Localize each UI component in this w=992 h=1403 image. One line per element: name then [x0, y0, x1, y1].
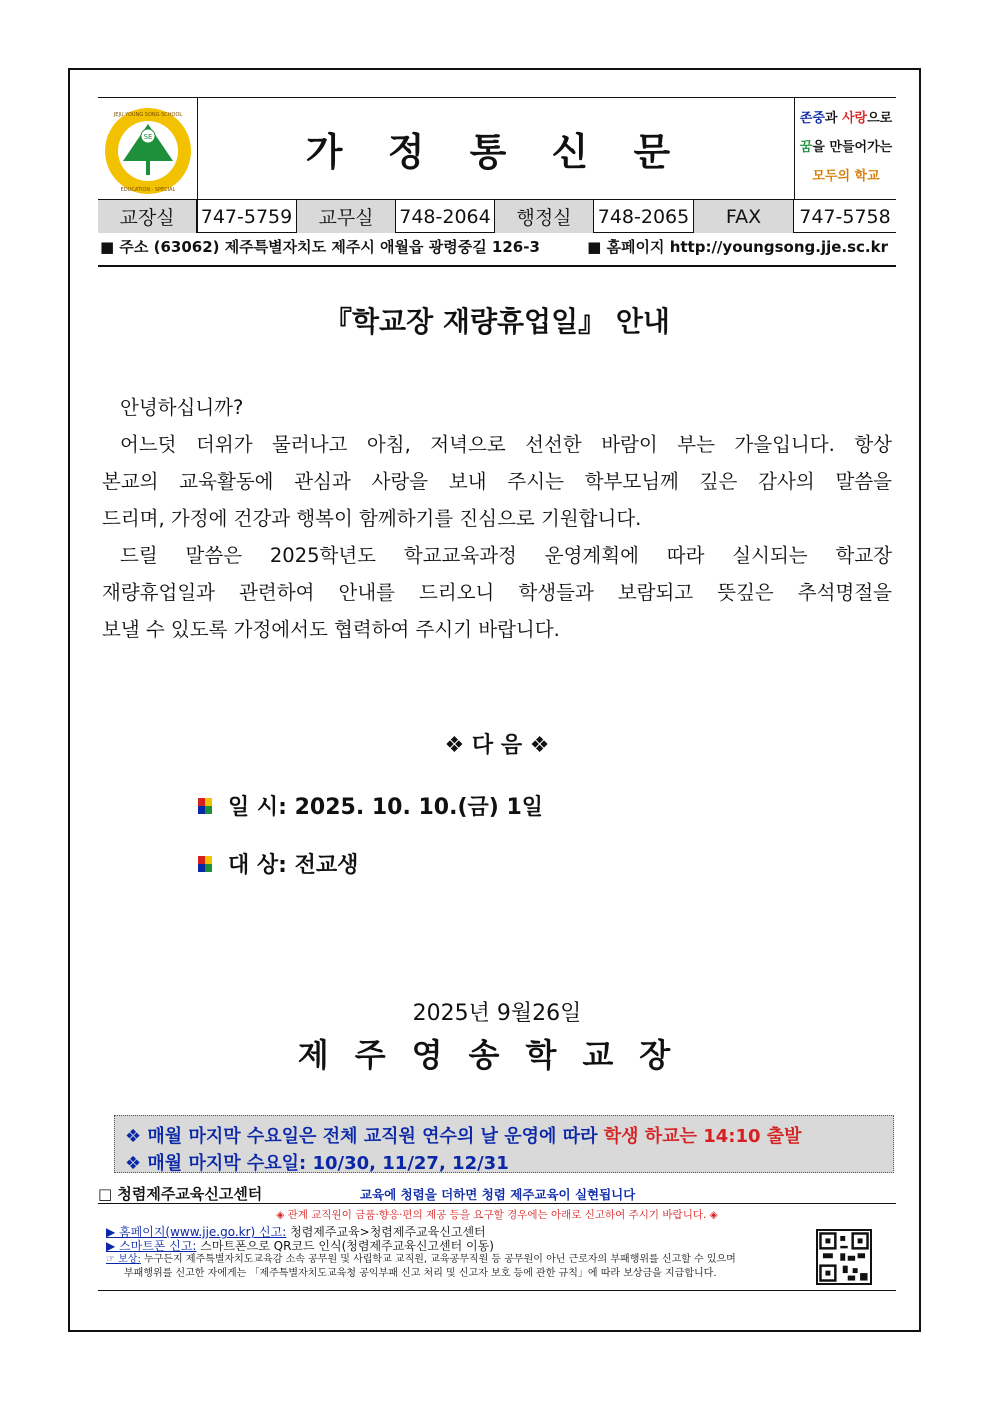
contact-label: 행정실 [495, 200, 594, 233]
notice-line: ❖ 매월 마지막 수요일: 10/30, 11/27, 12/31 [125, 1153, 509, 1174]
divider [98, 265, 896, 267]
paragraph-line: 재량휴업일과 관련하여 안내를 드리오니 학생들과 보람되고 뜻깊은 추석명절을 [102, 581, 892, 604]
school-logo [103, 106, 193, 196]
motto-line3: 모두의 학교 [812, 169, 880, 184]
warning-text: ◈ 관계 교직원이 금품·향응·편의 제공 등을 요구할 경우에는 아래로 신고하여 주시기 바랍니다. ◈ [276, 1209, 718, 1221]
header-table [98, 97, 896, 233]
notice-text: ❖ 매월 마지막 수요일은 전체 교직원 연수의 날 운영에 따라 [125, 1126, 604, 1147]
notice-line [125, 1122, 802, 1148]
logo-text-bottom: EDUCATION · SPECIAL [120, 187, 176, 193]
reward-text-2: 부패행위를 신고한 자에게는 「제주특별자치도교육청 공익부패 신고 처리 및 신고자 보호 등에 관한 규칙」에 따라 보상금을 지급합니다. [124, 1268, 717, 1279]
contact-label: FAX [694, 200, 794, 233]
issue-date: 2025년 9월26일 [412, 1001, 582, 1026]
address: ■ 주소 (63062) 제주특별자치도 제주시 애월읍 광령중길 126-3 [100, 238, 540, 256]
notice-highlight: 학생 하교는 14:10 출발 [603, 1126, 802, 1147]
smartphone-report-link[interactable]: ▶ 스마트폰 신고: [106, 1239, 197, 1253]
paragraph-line: 어느덧 더위가 물러나고 아침, 저녁으로 선선한 바람이 부는 가을입니다. 항상 [120, 433, 892, 456]
contact-value: 747-5758 [799, 205, 891, 228]
contact-value: 748-2065 [594, 200, 694, 233]
motto-conj: 과 [824, 111, 842, 126]
motto-word-respect: 존중 [799, 111, 825, 126]
homepage-link[interactable]: ■ 홈페이지 http://youngsong.jje.sc.kr [587, 238, 888, 256]
paragraph-line: 본교의 교육활동에 관심과 사랑을 보내 주시는 학부모님께 깊은 감사의 말씀을 [102, 470, 892, 493]
integrity-center-row [98, 1181, 896, 1204]
contact-label: 교장실 [98, 200, 197, 233]
notice-box [114, 1115, 894, 1173]
logo-mark: SE [143, 133, 153, 141]
page-title: 가 정 통 신 문 [305, 130, 687, 174]
contact-value: 747-5759 [197, 200, 297, 233]
report-info [106, 1225, 806, 1281]
detail-item [198, 848, 358, 879]
greeting: 안녕하십니까? [120, 396, 244, 419]
reward-label: ☞ 보상: [106, 1254, 141, 1265]
homepage-report-link[interactable]: ▶ 홈페이지(www.jje.go.kr) 신고: [106, 1225, 287, 1239]
report-path: 청렴제주교육>청렴제주교육신고센터 [286, 1225, 486, 1239]
slogan: 교육에 청렴을 더하면 청렴 제주교육이 실현됩니다 [360, 1187, 636, 1202]
contact-value: 748-2064 [396, 200, 495, 233]
detail-item [198, 790, 543, 821]
document-title: 『학교장 재량휴업일』 안내 [324, 305, 670, 338]
next-heading: ❖ 다 음 ❖ [444, 733, 550, 758]
motto-word-dream: 꿈 [799, 140, 813, 155]
square-bullet-icon [198, 798, 212, 814]
paragraph-line: 보낼 수 있도록 가정에서도 협력하여 주시기 바랍니다. [102, 618, 560, 641]
detail-target: 대 상: 전교생 [228, 853, 359, 878]
center-name: □ 청렴제주교육신고센터 [98, 1185, 263, 1203]
paragraph-line: 드릴 말씀은 2025학년도 학교교육과정 운영계획에 따라 실시되는 학교장 [120, 544, 892, 567]
paragraph-line: 드리며, 가정에 건강과 행복이 함께하기를 진심으로 기원합니다. [102, 507, 642, 530]
square-bullet-icon [198, 856, 212, 872]
report-qr-text: 스마트폰으로 QR코드 인식(청렴제주교육신고센터 이동) [196, 1239, 494, 1253]
reward-text: 누구든지 제주특별자치도교육감 소속 공무원 및 사립학교 교직원, 교육공무직원 등 공무원이 아닌 근로자의 부패행위를 신고할 수 있으며 [140, 1254, 736, 1265]
signature: 제주영송학교장 [297, 1036, 697, 1074]
divider [98, 1290, 896, 1291]
detail-date: 일 시: 2025. 10. 10.(금) 1일 [228, 795, 544, 820]
logo-text-top: JEJU YOUNG SONG SCHOOL [113, 112, 183, 118]
contact-row [98, 199, 896, 233]
address-row [100, 236, 896, 257]
contact-label: 교무실 [297, 200, 396, 233]
letter-body [102, 389, 892, 648]
motto-particle: 으로 [867, 111, 893, 126]
motto-line2: 을 만들어가는 [812, 140, 893, 155]
school-motto [796, 104, 896, 191]
qr-code-icon[interactable] [816, 1229, 872, 1285]
motto-word-love: 사랑 [841, 111, 868, 126]
